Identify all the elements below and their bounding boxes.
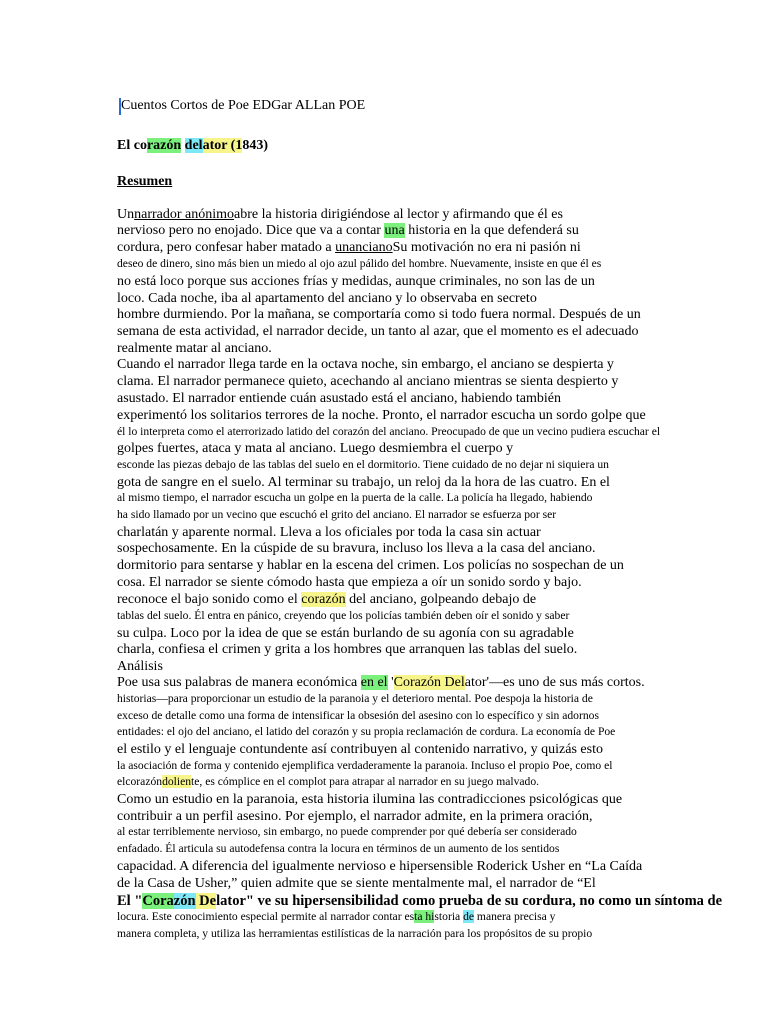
body-line [117, 541, 596, 557]
text-run: El co [117, 138, 147, 153]
text-run: historias—para proporcionar un estudio de la paranoia y el deterioro mental. Poe despoja la historia de [117, 692, 593, 705]
text-run: tablas del suelo. Él entra en pánico, creyendo que los policías también deben oír el sonido y saber [117, 609, 570, 622]
text-run: narrador anónimo [134, 207, 235, 222]
highlighted-text: en el [360, 675, 388, 690]
text-run: él lo interpreta como el aterrorizado latido del corazón del anciano. Preocupado de que un vecino pudiera escuchar el [117, 425, 661, 438]
body-line [117, 725, 615, 738]
highlighted-text: corazón [301, 592, 346, 607]
text-run: ' [387, 675, 394, 690]
text-run: charlatán y aparente normal. Lleva a los oficiales por toda la casa sin actuar [117, 525, 541, 540]
body-line [117, 893, 722, 910]
text-run: del anciano, golpeando debajo de [345, 592, 537, 607]
body-line [117, 659, 163, 675]
body-line [117, 257, 601, 270]
text-run: exceso de detalle como una forma de intensificar la obsesión del asesino con lo específico y sin adornos [117, 709, 599, 722]
resumen-heading: Resumen [117, 174, 173, 189]
text-run: la asociación de forma y contenido ejemplifica verdaderamente la paranoia. Incluso el propio Poe, como el [117, 759, 613, 772]
body-line [117, 223, 579, 239]
body-line [117, 307, 641, 323]
highlighted-text: Cora [142, 893, 174, 909]
text-run: storia [434, 910, 464, 923]
body-line [117, 240, 581, 256]
text-run: Análisis [117, 659, 163, 674]
text-run: nervioso pero no enojado. Dice que va a contar [117, 223, 385, 238]
text-run: manera precisa y [474, 910, 556, 923]
text-run: unanciano [335, 240, 393, 255]
text-run: hombre durmiendo. Por la mañana, se comportaría como si todo fuera normal. Después de un [117, 307, 641, 322]
text-run: al mismo tiempo, el narrador escucha un golpe en la puerta de la calle. La policía ha llegado, habiendo [117, 491, 593, 504]
text-run: el estilo y el lenguaje contundente así contribuyen al contenido narrativo, y quizás esto [117, 742, 603, 757]
body-line [117, 859, 642, 875]
body-line [117, 775, 539, 788]
text-run: cordura, pero confesar haber matado a [117, 240, 336, 255]
text-run: cosa. El narrador se siente cómodo hasta que empieza a oír un sonido sordo y bajo. [117, 575, 582, 590]
body-line [117, 374, 618, 390]
body-line [117, 642, 577, 658]
body-line [117, 525, 541, 541]
body-line [117, 759, 612, 772]
text-run: experimentó los solitarios terrores de la noche. Pronto, el narrador escucha un sordo golpe que [117, 408, 646, 423]
text-run: elcorazón [117, 775, 163, 788]
body-line [117, 927, 592, 940]
body-line [117, 207, 563, 223]
text-run: historia en la que defenderá su [404, 223, 579, 238]
text-run: Poe usa sus palabras de manera económica [117, 675, 361, 690]
text-run: loco. Cada noche, iba al apartamento del anciano y lo observaba en secreto [117, 291, 537, 306]
body-line [117, 458, 609, 471]
highlighted-text: razón [146, 138, 182, 153]
body-line [117, 675, 645, 691]
text-run: realmente matar al anciano. [117, 341, 272, 356]
highlighted-text: zón [173, 893, 196, 909]
highlighted-text: ta hi [414, 910, 435, 923]
body-line [117, 558, 624, 574]
text-run: lator" ve su hipersensibilidad como prueba de su cordura, no como un síntoma de [216, 893, 723, 909]
body-line [117, 475, 610, 491]
text-run: Un [117, 207, 135, 222]
body-line [117, 825, 577, 838]
body-line [117, 324, 638, 340]
document-header: Cuentos Cortos de Poe EDGar ALLan POE [121, 98, 366, 113]
text-run: enfadado. Él articula su autodefensa contra la locura en términos de un aumento de los sentidos [117, 842, 560, 855]
body-line [117, 709, 599, 722]
highlighted-text: una [384, 223, 405, 238]
body-line [117, 408, 646, 424]
highlighted-text: de [463, 910, 475, 923]
body-line [117, 692, 593, 705]
text-run: El " [117, 893, 143, 909]
text-run: de la Casa de Usher,” quien admite que se siente mentalmente mal, el narrador de “El [117, 876, 596, 891]
body-line [117, 291, 537, 307]
text-run: al estar terriblemente nervioso, sin embargo, no puede comprender por qué debería ser considerado [117, 825, 577, 838]
body-line [117, 341, 272, 357]
text-run: clama. El narrador permanece quieto, acechando al anciano mientras se sienta despierto y [117, 374, 619, 389]
body-line [117, 575, 582, 591]
text-run: deseo de dinero, sino más bien un miedo al ojo azul pálido del hombre. Nuevamente, insiste en que él es [117, 257, 602, 270]
text-run: contribuir a un perfil asesino. Por ejemplo, el narrador admite, en la primera oración, [117, 809, 593, 824]
text-run: golpes fuertes, ataca y mata al anciano. Luego desmiembra el cuerpo y [117, 441, 514, 456]
text-run: esconde las piezas debajo de las tablas del suelo en el dormitorio. Tiene cuidado de no dejar ni siquiera un [117, 458, 609, 471]
body-line [117, 592, 536, 608]
highlighted-text: del [184, 138, 203, 153]
text-run: su culpa. Loco por la idea de que se están burlando de su agonía con su agradable [117, 626, 574, 641]
text-run: sospechosamente. En la cúspide de su bravura, incluso los lleva a la casa del anciano. [117, 541, 596, 556]
text-run: locura. Este conocimiento especial permite al narrador contar es [117, 910, 415, 923]
body-line [117, 742, 603, 758]
story-title [117, 138, 268, 154]
text-run: asustado. El narrador entiende cuán asustado está el anciano, habiendo también [117, 391, 561, 406]
highlighted-text: De [195, 893, 217, 909]
text-run: entidades: el ojo del anciano, el latido del corazón y su propia reclamación de cordura. La economía de Poe [117, 725, 616, 738]
highlighted-text: ator (1 [202, 138, 243, 153]
body-line [117, 842, 559, 855]
text-run: Cuando el narrador llega tarde en la octava noche, sin embargo, el anciano se despierta y [117, 357, 614, 372]
text-run: capacidad. A diferencia del igualmente nervioso e hipersensible Roderick Usher en “La Caída [117, 859, 643, 874]
highlighted-text: dolien [162, 775, 192, 788]
text-run: manera completa, y utiliza las herramientas estilísticas de la narración para los propósitos de su propio [117, 927, 593, 940]
text-run: 843) [242, 138, 269, 153]
text-run: Su motivación no era ni pasión ni [392, 240, 581, 255]
text-run: abre la historia dirigiéndose al lector y afirmando que él es [234, 207, 563, 222]
text-run: charla, confiesa el crimen y grita a los hombres que arranquen las tablas del suelo. [117, 642, 578, 657]
text-run: te, es cómplice en el complot para atrapar al narrador en su juego malvado. [191, 775, 540, 788]
text-run: no está loco porque sus acciones frías y medidas, aunque criminales, no son las de un [117, 274, 595, 289]
body-line [117, 809, 592, 825]
text-run: ator'—es uno de sus más cortos. [464, 675, 645, 690]
body-line [117, 274, 595, 290]
body-line [117, 792, 622, 808]
body-line [117, 626, 574, 642]
body-line [117, 609, 569, 622]
text-run: reconoce el bajo sonido como el [117, 592, 302, 607]
body-line [117, 391, 561, 407]
text-run: semana de esta actividad, el narrador decide, un tanto al azar, que el momento es el adecuado [117, 324, 639, 339]
body-line [117, 441, 513, 457]
body-line [117, 876, 596, 892]
body-line [117, 910, 555, 923]
body-line [117, 425, 660, 438]
text-run: ha sido llamado por un vecino que escuchó el grito del anciano. El narrador se esfuerza por ser [117, 508, 557, 521]
body-line [117, 508, 556, 521]
body-line [117, 357, 614, 373]
body-line [117, 491, 592, 504]
text-run: dormitorio para sentarse y hablar en la escena del crimen. Los policías no sospechan de un [117, 558, 624, 573]
text-run: Como un estudio en la paranoia, esta historia ilumina las contradicciones psicológicas que [117, 792, 623, 807]
highlighted-text: Corazón Del [393, 675, 465, 690]
text-run: gota de sangre en el suelo. Al terminar su trabajo, un reloj da la hora de las cuatro. En el [117, 475, 610, 490]
